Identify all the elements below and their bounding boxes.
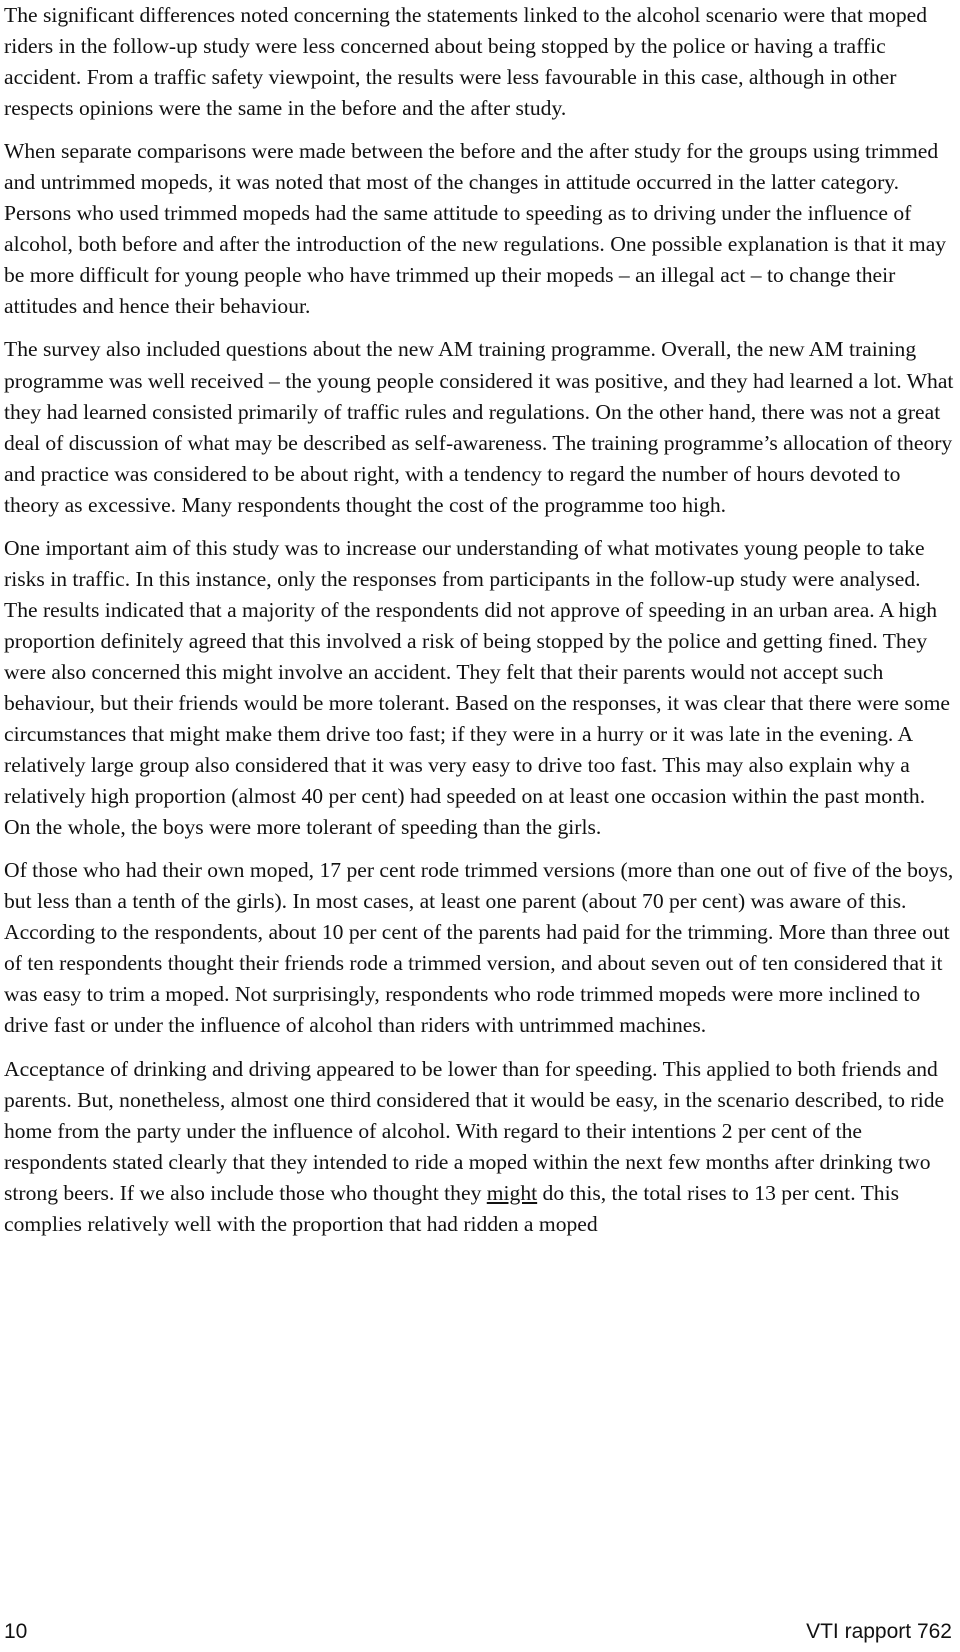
paragraph-am-training: The survey also included questions about the new AM training programme. Overall, the new AM training programme was well received – the young people considered it was positive, and they had learned a lot. What they had learned consisted primarily of traffic rules and regulations. On the other hand, there was not a great deal of discussion of what may be described as self-awareness. The training programme’s allocation of theory and practice was considered to be about right, with a tendency to regard the number of hours devoted to theory as excessive. Many respondents thought the cost of the programme too high. — [4, 337, 954, 517]
drinking-driving-text-start: Acceptance of drinking and driving appeared to be lower than for speeding. This applied to both friends and parents. But, nonetheless, almost one third considered that it would be easy, in the scenario described, to ride home from the party under the influence of alcohol. With regard to their intentions 2 per cent of the respondents stated clearly that they intended to ride a moped within the next few months after drinking two strong beers. If we also include those who thought they — [4, 1056, 945, 1205]
drinking-driving-text-end: do this, the total rises to 13 per cent. This complies relatively well with the proportion that had ridden a moped — [4, 1180, 899, 1236]
paragraph-alcohol-scenario: The significant differences noted concerning the statements linked to the alcohol scenario were that moped riders in the follow-up study were less concerned about being stopped by the police or having a traffic accident. From a traffic safety viewpoint, the results were less favourable in this case, although in other respects opinions were the same in the before and the after study. — [4, 3, 928, 121]
paragraph-trimmed-comparison: When separate comparisons were made between the before and the after study for the groups using trimmed and untrimmed mopeds, it was noted that most of the changes in attitude occurred in the latter category. Persons who used trimmed mopeds had the same attitude to speeding as to driving under the influence of alcohol, both before and after the introduction of the new regulations. One possible explanation is that it may be more difficult for young people who have trimmed up their mopeds – an illegal act – to change their attitudes and hence their behaviour. — [4, 139, 947, 319]
report-name: VTI rapport 762 — [806, 1620, 952, 1643]
paragraph-risk-motivation: One important aim of this study was to increase our understanding of what motivates young people to take risks in traffic. In this instance, only the responses from participants in the follow-up study were analysed. The results indicated that a majority of the respondents did not approve of speeding in an urban area. A high proportion definitely agreed that this involved a risk of being stopped by the police and getting fined. They were also concerned this might involve an accident. They felt that their parents would not accept such behaviour, but their friends would be more tolerant. Based on the responses, it was clear that there were some circumstances that might make them drive too fast; if they were in a hurry or it was late in the evening. A relatively large group also considered that it was very easy to drive too fast. This may also explain why a relatively high proportion (almost 40 per cent) had speeded on at least one occasion within the past month. On the whole, the boys were more tolerant of speeding than the girls. — [4, 535, 950, 840]
page-number: 10 — [4, 1620, 28, 1643]
body-text — [4, 0, 956, 1252]
paragraph-trimmed-mopeds: Of those who had their own moped, 17 per cent rode trimmed versions (more than one out of five of the boys, but less than a tenth of the girls). In most cases, at least one parent (about 70 per cent) was aware of this. According to the respondents, about 10 per cent of the parents had paid for the trimming. More than three out of ten respondents thought their friends rode a trimmed version, and about seven out of ten considered that it was easy to trim a moped. Not surprisingly, respondents who rode trimmed mopeds were more inclined to drive fast or under the influence of alcohol than riders with untrimmed machines. — [4, 858, 954, 1038]
paragraph-drinking-driving — [4, 1054, 956, 1240]
page-footer — [0, 1620, 960, 1648]
underlined-word-might: might — [486, 1180, 538, 1205]
